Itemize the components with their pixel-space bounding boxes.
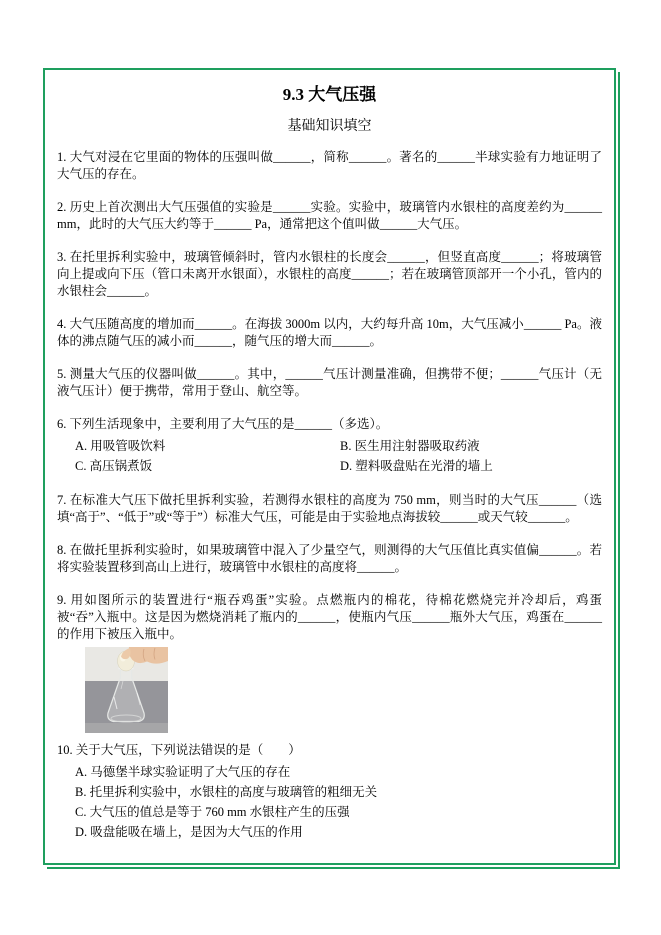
question-1: 1. 大气对浸在它里面的物体的压强叫做______，简称______。著名的______半球实验有力地证明了大气压的存在。	[57, 150, 602, 181]
question-10-options	[57, 762, 602, 842]
question-10-stem: 10. 关于大气压，下列说法错误的是（ ）	[57, 743, 301, 757]
question-8: 8. 在做托里拆利实验时，如果玻璃管中混入了少量空气，则测得的大气压值比真实值偏______。若将实验装置移到高山上进行，玻璃管中水银柱的高度将______。	[57, 543, 602, 574]
question-7: 7. 在标准大气压下做托里拆利实验，若测得水银柱的高度为 750 mm，则当时的大气压______（选填“高于”、“低于”或“等于”）标准大气压，可能是由于实验地点海拔较______或天气较______。	[57, 493, 602, 524]
page-title: 9.3 大气压强	[282, 85, 377, 104]
option-6-d: D. 塑料吸盘贴在光滑的墙上	[340, 459, 493, 473]
option-10-a: A. 马德堡半球实验证明了大气压的存在	[75, 765, 291, 779]
egg-flask-photo	[85, 647, 168, 733]
question-9: 9. 用如图所示的装置进行“瓶吞鸡蛋”实验。点燃瓶内的棉花，待棉花燃烧完并冷却后，鸡蛋被“吞”入瓶中。这是因为燃烧消耗了瓶内的______，使瓶内气压______瓶外大气压，鸡蛋在______的作用下被压入瓶中。	[57, 593, 602, 641]
question-6-options	[57, 436, 602, 476]
option-6-a: A. 用吸管吸饮料	[75, 439, 166, 453]
option-10-c: C. 大气压的值总是等于 760 mm 水银柱产生的压强	[75, 805, 350, 819]
worksheet-frame	[43, 68, 616, 865]
question-3: 3. 在托里拆利实验中，玻璃管倾斜时，管内水银柱的长度会______，但竖直高度______；将玻璃管向上提或向下压（管口未离开水银面），水银柱的高度______；若在玻璃管顶部开一个小孔，管内的水银柱会______。	[57, 250, 602, 298]
question-4: 4. 大气压随高度的增加而______。在海拔 3000m 以内，大约每升高 10m，大气压减小______ Pa。液体的沸点随气压的减小而______，随气压的增大而______。	[57, 317, 602, 348]
question-5: 5. 测量大气压的仪器叫做______。其中，______气压计测量准确，但携带不便；______气压计（无液气压计）便于携带，常用于登山、航空等。	[57, 367, 602, 398]
photo-table-front-edge	[85, 723, 168, 733]
section-subtitle: 基础知识填空	[287, 119, 372, 134]
option-10-d: D. 吸盘能吸在墙上，是因为大气压的作用	[75, 825, 303, 839]
option-6-c: C. 高压锅煮饭	[75, 459, 153, 473]
option-6-b: B. 医生用注射器吸取药液	[340, 439, 480, 453]
question-2: 2. 历史上首次测出大气压强值的实验是______实验。实验中，玻璃管内水银柱的高度差约为______ mm，此时的大气压大约等于______ Pa，通常把这个值叫做______大气压。	[57, 200, 602, 231]
option-10-b: B. 托里拆利实验中，水银柱的高度与玻璃管的粗细无关	[75, 785, 378, 799]
egg-flask-illustration	[85, 647, 168, 733]
question-6-stem: 6. 下列生活现象中，主要利用了大气压的是______（多选）。	[57, 417, 389, 431]
